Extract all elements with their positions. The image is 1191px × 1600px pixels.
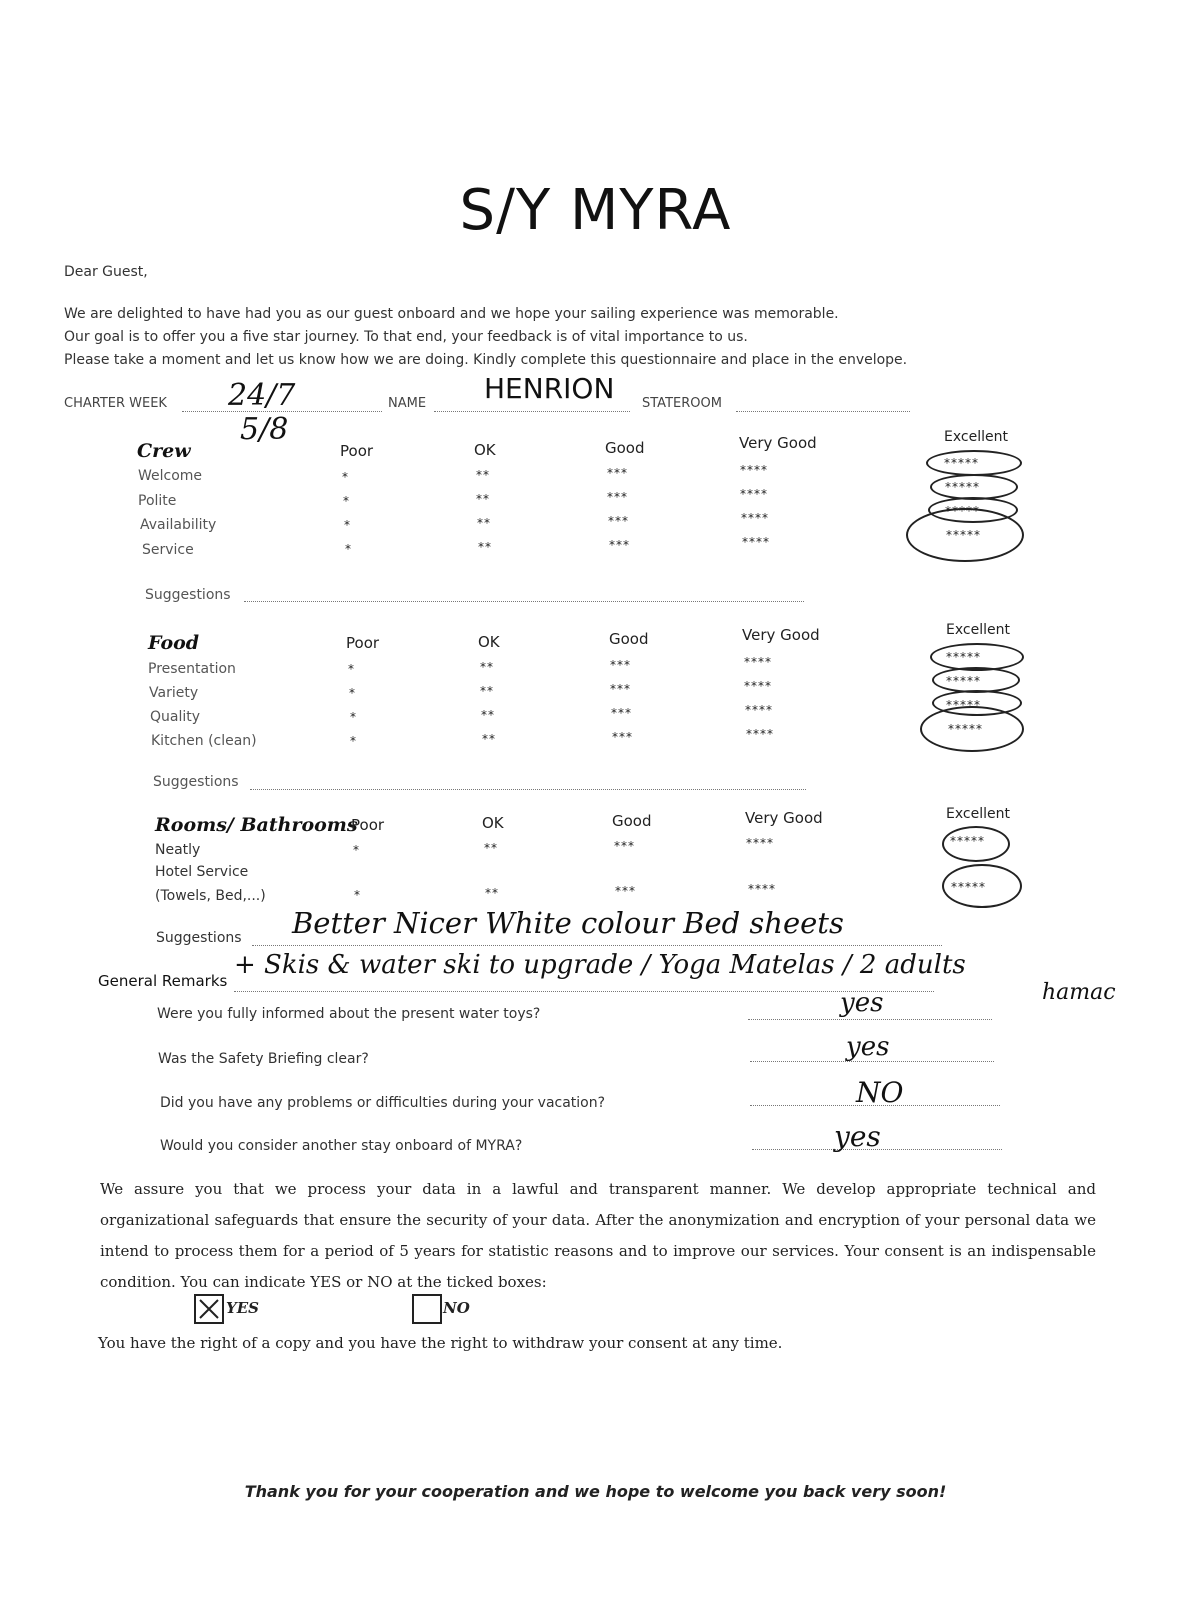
answer-1: yes	[840, 988, 884, 1018]
charter-week-value-2: 5/8	[240, 412, 289, 447]
general-remarks-field[interactable]	[234, 990, 934, 992]
star-good[interactable]: ***	[612, 730, 633, 744]
star-ok[interactable]: **	[480, 660, 494, 674]
food-col-excellent: Excellent	[946, 622, 1010, 638]
rooms-col-ok: OK	[482, 814, 504, 832]
answer-2: yes	[846, 1032, 890, 1062]
question-2: Was the Safety Briefing clear?	[158, 1051, 369, 1067]
crew-section-title: Crew	[137, 440, 191, 462]
star-poor[interactable]: *	[348, 662, 355, 676]
star-ok[interactable]: **	[484, 841, 498, 855]
rooms-col-good: Good	[612, 812, 652, 830]
footer-thank-you: Thank you for your cooperation and we hope to welcome you back very soon!	[244, 1482, 947, 1501]
general-remarks-label: General Remarks	[98, 972, 228, 990]
stateroom-label: STATEROOM	[642, 396, 722, 411]
no-label: NO	[443, 1299, 470, 1317]
star-good[interactable]: ***	[607, 490, 628, 504]
star-excellent[interactable]: *****	[944, 456, 979, 470]
form-title: S/Y MYRA	[459, 178, 732, 243]
star-poor[interactable]: *	[342, 470, 349, 484]
check-mark-icon	[196, 1296, 222, 1322]
star-very-good[interactable]: ****	[741, 511, 769, 525]
star-very-good[interactable]: ****	[740, 487, 768, 501]
yes-checkbox[interactable]	[194, 1294, 224, 1324]
star-good[interactable]: ***	[611, 706, 632, 720]
star-poor[interactable]: *	[345, 542, 352, 556]
star-poor[interactable]: *	[349, 686, 356, 700]
crew-col-very-good: Very Good	[739, 434, 817, 452]
rooms-col-poor: Poor	[351, 816, 385, 834]
star-very-good[interactable]: ****	[744, 679, 772, 693]
star-ok[interactable]: **	[476, 468, 490, 482]
rooms-section-title: Rooms/ Bathrooms	[155, 814, 358, 836]
star-excellent[interactable]: *****	[946, 698, 981, 712]
rooms-suggestions-value: Better Nicer White colour Bed sheets	[292, 906, 844, 940]
star-excellent[interactable]: *****	[946, 528, 981, 542]
name-field[interactable]	[434, 410, 630, 412]
no-checkbox[interactable]	[412, 1294, 442, 1324]
food-col-good: Good	[609, 630, 649, 648]
star-ok[interactable]: **	[478, 540, 492, 554]
charter-week-value-1: 24/7	[228, 378, 296, 413]
crew-item-polite: Polite	[138, 493, 177, 509]
star-excellent[interactable]: *****	[948, 722, 983, 736]
star-good[interactable]: ***	[607, 466, 628, 480]
name-value: HENRION	[484, 372, 615, 405]
charter-week-label: CHARTER WEEK	[64, 396, 167, 411]
answer-4: yes	[834, 1120, 881, 1153]
food-col-ok: OK	[478, 633, 500, 651]
food-suggestions-label: Suggestions	[153, 774, 239, 790]
crew-suggestions-field[interactable]	[244, 600, 804, 602]
food-section-title: Food	[148, 632, 200, 654]
consent-text: We assure you that we process your data in a lawful and transparent manner. We develop appropriate technical and organizational safeguards that ensure the security of your data. After the anonymization and encryption of your personal data we intend to process them for a period of 5 years for statistic reasons and to improve our services. Your consent is an indispensable condition. You can indicate YES or NO at the ticked boxes:	[100, 1180, 1096, 1291]
rights-text: You have the right of a copy and you have the right to withdraw your consent at any time.	[98, 1334, 783, 1352]
question-4: Would you consider another stay onboard of MYRA?	[160, 1138, 523, 1154]
question-3: Did you have any problems or difficulties during your vacation?	[160, 1095, 606, 1111]
rooms-col-excellent: Excellent	[946, 806, 1010, 822]
rooms-col-very-good: Very Good	[745, 809, 823, 827]
rooms-item-neatly: Neatly	[155, 842, 201, 858]
star-good[interactable]: ***	[614, 839, 635, 853]
star-poor[interactable]: *	[354, 888, 361, 902]
star-very-good[interactable]: ****	[746, 727, 774, 741]
question-1: Were you fully informed about the present water toys?	[157, 1006, 541, 1022]
name-label: NAME	[388, 396, 427, 411]
rooms-suggestions-label: Suggestions	[156, 930, 242, 946]
answer-field-1[interactable]	[748, 1018, 992, 1020]
star-very-good[interactable]: ****	[745, 703, 773, 717]
star-poor[interactable]: *	[353, 843, 360, 857]
food-col-poor: Poor	[346, 634, 380, 652]
stateroom-field[interactable]	[736, 410, 910, 412]
star-ok[interactable]: **	[477, 516, 491, 530]
star-good[interactable]: ***	[609, 538, 630, 552]
crew-item-welcome: Welcome	[138, 468, 203, 484]
rooms-item-hotel-service: Hotel Service	[155, 864, 249, 880]
star-ok[interactable]: **	[481, 708, 495, 722]
star-very-good[interactable]: ****	[748, 882, 776, 896]
intro-line-3: Please take a moment and let us know how we are doing. Kindly complete this questionnaire and place in the envelope.	[64, 352, 908, 368]
food-item-quality: Quality	[150, 709, 201, 725]
crew-item-availability: Availability	[140, 517, 217, 533]
star-excellent[interactable]: *****	[945, 480, 980, 494]
star-excellent[interactable]: *****	[950, 834, 985, 848]
crew-suggestions-label: Suggestions	[145, 587, 231, 603]
crew-col-ok: OK	[474, 441, 496, 459]
yes-label: YES	[226, 1299, 259, 1317]
star-good[interactable]: ***	[610, 658, 631, 672]
star-good[interactable]: ***	[608, 514, 629, 528]
food-col-very-good: Very Good	[742, 626, 820, 644]
crew-col-excellent: Excellent	[944, 429, 1008, 445]
star-excellent[interactable]: *****	[946, 674, 981, 688]
general-remarks-value-line2: hamac	[1042, 980, 1116, 1005]
star-ok[interactable]: **	[480, 684, 494, 698]
star-poor[interactable]: *	[344, 518, 351, 532]
star-very-good[interactable]: ****	[740, 463, 768, 477]
star-good[interactable]: ***	[615, 884, 636, 898]
star-ok[interactable]: **	[482, 732, 496, 746]
star-very-good[interactable]: ****	[742, 535, 770, 549]
star-ok[interactable]: **	[476, 492, 490, 506]
rooms-suggestions-field[interactable]	[252, 944, 942, 946]
answer-3: NO	[856, 1076, 904, 1109]
star-excellent[interactable]: *****	[951, 880, 986, 894]
star-good[interactable]: ***	[610, 682, 631, 696]
crew-item-service: Service	[142, 542, 194, 558]
star-excellent[interactable]: *****	[945, 504, 980, 518]
star-poor[interactable]: *	[350, 710, 357, 724]
intro-line-2: Our goal is to offer you a five star journey. To that end, your feedback is of vital importance to us.	[64, 329, 748, 345]
star-excellent[interactable]: *****	[946, 650, 981, 664]
star-very-good[interactable]: ****	[746, 836, 774, 850]
crew-col-good: Good	[605, 439, 645, 457]
rooms-item-towels-bed: (Towels, Bed,...)	[155, 888, 266, 904]
food-item-presentation: Presentation	[148, 661, 236, 677]
star-ok[interactable]: **	[485, 886, 499, 900]
star-poor[interactable]: *	[350, 734, 357, 748]
general-remarks-value: + Skis & water ski to upgrade / Yoga Matelas / 2 adults	[234, 950, 966, 980]
star-poor[interactable]: *	[343, 494, 350, 508]
greeting: Dear Guest,	[64, 264, 148, 280]
food-item-kitchen: Kitchen (clean)	[151, 733, 257, 749]
food-suggestions-field[interactable]	[250, 788, 806, 790]
food-item-variety: Variety	[149, 685, 199, 701]
star-very-good[interactable]: ****	[744, 655, 772, 669]
intro-line-1: We are delighted to have had you as our guest onboard and we hope your sailing experience was memorable.	[64, 306, 839, 322]
crew-col-poor: Poor	[340, 442, 374, 460]
